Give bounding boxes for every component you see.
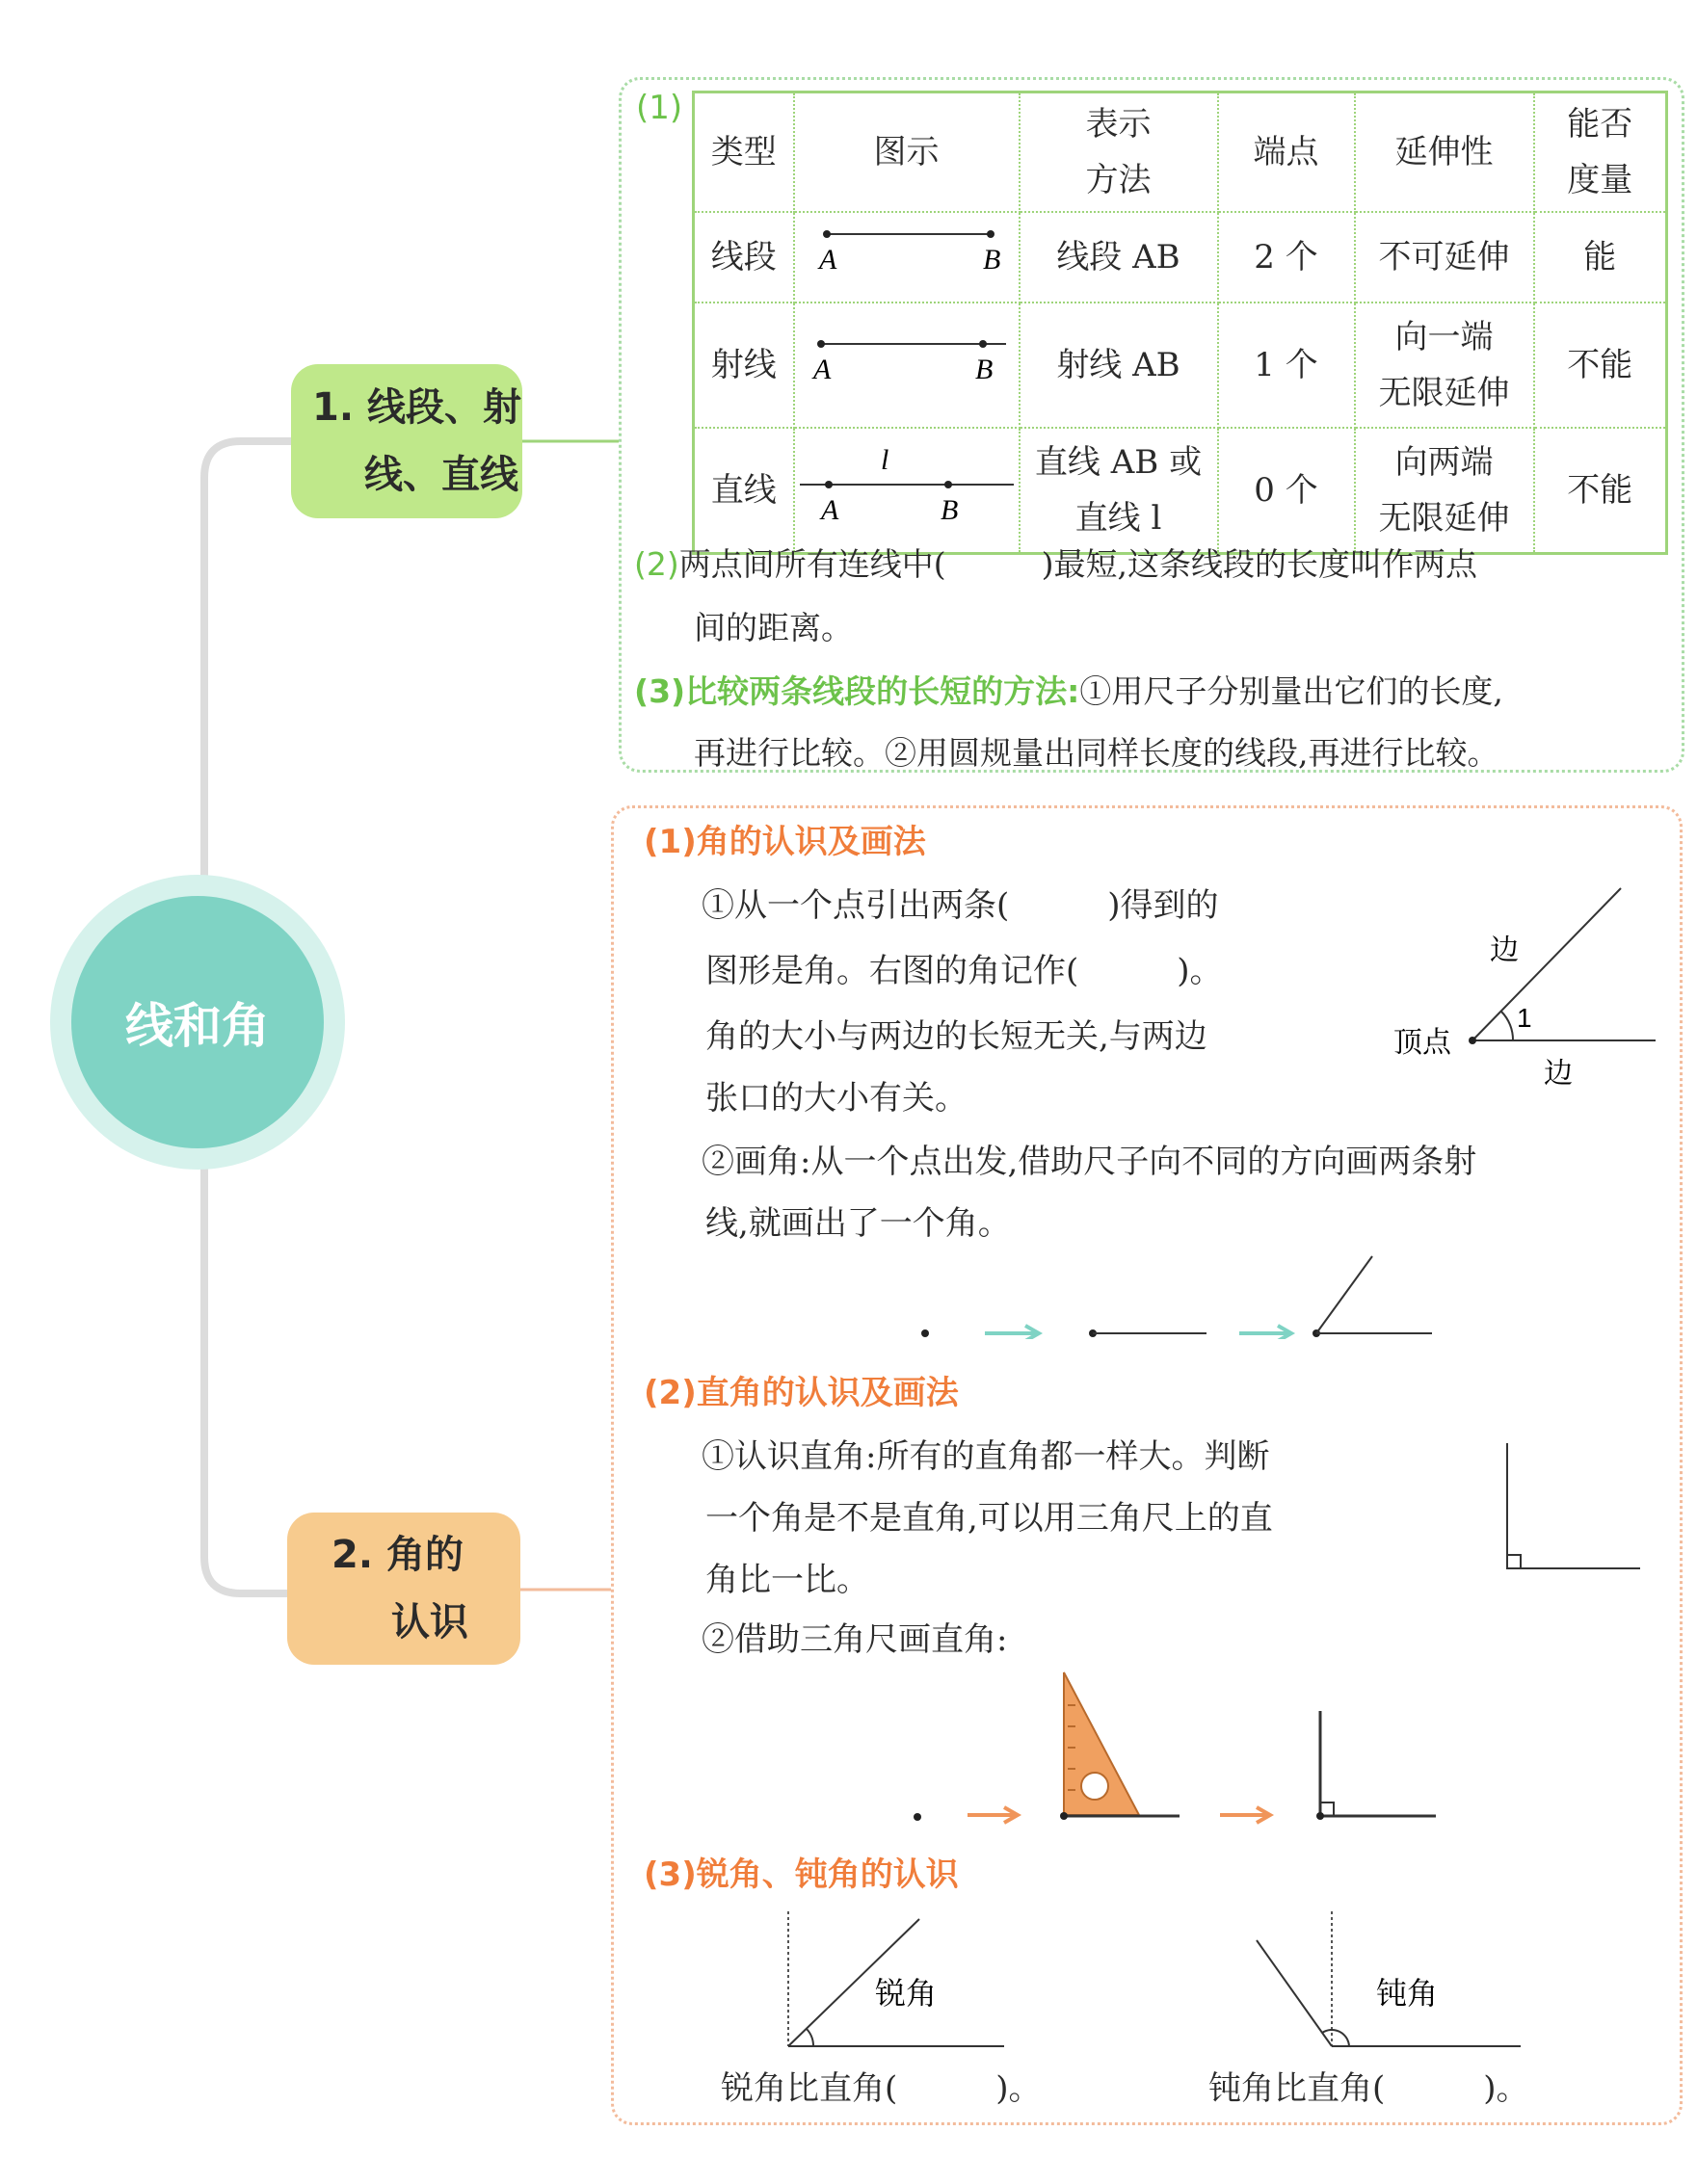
- set-square-icon: [1064, 1672, 1139, 1815]
- right-angle-text-line: 角比一比。: [705, 1561, 869, 1599]
- p3-line1-rest: ①用尺子分别量出它们的长度,: [1079, 672, 1503, 710]
- p3-line2: 再进行比较。②用圆规量出同样长度的线段,再进行比较。: [694, 734, 1499, 772]
- central-topic: [50, 875, 345, 1170]
- obtuse-angle-label: 钝角: [1376, 1975, 1439, 2012]
- angle-text-line: 张口的大小有关。: [705, 1079, 968, 1118]
- arrow-icon: [1239, 1326, 1291, 1339]
- row-measure: 能: [1534, 212, 1667, 303]
- arrow-icon: [985, 1326, 1039, 1339]
- point-a: A: [812, 354, 831, 385]
- row-method-line1: 直线 AB 或: [1034, 443, 1203, 482]
- row-measure: 不能: [1534, 428, 1667, 554]
- row-measure: 不能: [1534, 303, 1667, 428]
- acute-compare-text: 锐角比直角( )。: [721, 2069, 1042, 2108]
- header-measure: [1534, 92, 1667, 213]
- arrow-icon: [968, 1807, 1018, 1823]
- point-a: A: [818, 244, 836, 276]
- row-type: 射线: [694, 303, 794, 428]
- side-label-top: 边: [1490, 934, 1519, 967]
- row-extend-line1: 向一端: [1394, 318, 1494, 356]
- right-angle-text-line: ①认识直角:所有的直角都一样大。判断: [702, 1437, 1270, 1476]
- row-extend: [1355, 428, 1534, 554]
- header-extend: 延伸性: [1355, 92, 1534, 213]
- p2-line2: 间的距离。: [694, 609, 853, 646]
- row-type: 线段: [694, 212, 794, 303]
- table-row: [694, 428, 1667, 554]
- angle-text-line: 图形是角。右图的角记作( )。: [705, 952, 1223, 990]
- branch-angles-label-1: 2. 角的: [331, 1533, 464, 1577]
- draw-angle-steps: [906, 1252, 1445, 1339]
- point-b: B: [982, 244, 1000, 276]
- row-method: [1020, 428, 1218, 554]
- row-extend-line2: 无限延伸: [1378, 374, 1510, 412]
- table-header-row: [694, 92, 1667, 213]
- header-method-line2: 方法: [1085, 161, 1152, 199]
- branch-angles-label-2: 认识: [391, 1600, 468, 1645]
- header-measure-line2: 度量: [1567, 161, 1633, 199]
- row-figure-ray: [794, 303, 1020, 428]
- header-endpoints: 端点: [1218, 92, 1355, 213]
- acute-angle-label: 锐角: [875, 1975, 938, 2012]
- point-b: B: [940, 494, 958, 526]
- draw-right-angle-steps: [906, 1667, 1445, 1830]
- row-extend-line1: 向两端: [1394, 443, 1494, 482]
- compare-method-text: [634, 667, 1503, 712]
- angle-diagram: [1378, 877, 1667, 1098]
- right-angle-diagram: [1494, 1435, 1648, 1580]
- vertex-label: 顶点: [1393, 1026, 1451, 1060]
- right-angle-text-line: 一个角是不是直角,可以用三角尺上的直: [705, 1499, 1273, 1538]
- p2-line1: 两点间所有连线中( )最短,这条线段的长度叫作两点: [678, 545, 1477, 583]
- point-b: B: [974, 354, 993, 385]
- branch-angles: [287, 1513, 520, 1665]
- lines-comparison-table: [692, 91, 1668, 555]
- side-label-bottom: 边: [1544, 1057, 1573, 1091]
- obtuse-compare-text: 钝角比直角( )。: [1208, 2069, 1529, 2108]
- table-row: [694, 303, 1667, 428]
- angle-text-line: 线,就画出了一个角。: [705, 1204, 1011, 1243]
- point-a: A: [820, 494, 838, 526]
- row-endpoints: 1 个: [1218, 303, 1355, 428]
- row-extend-line2: 无限延伸: [1378, 499, 1510, 538]
- row-figure-line: [794, 428, 1020, 554]
- table-row: [694, 212, 1667, 303]
- row-extend: [1355, 303, 1534, 428]
- branch-lines-label-2: 线、直线: [364, 453, 518, 497]
- line-name: l: [880, 444, 888, 476]
- header-figure: 图示: [794, 92, 1020, 213]
- header-measure-line1: 能否: [1567, 105, 1633, 144]
- acute-angle-diagram: [771, 1908, 1021, 2052]
- heading-acute-obtuse: (3)锐角、钝角的认识: [644, 1855, 959, 1894]
- row-extend: 不可延伸: [1355, 212, 1534, 303]
- row-figure-segment: [794, 212, 1020, 303]
- heading-right-angle: (2)直角的认识及画法: [644, 1374, 959, 1412]
- heading-angle-intro: (1)角的认识及画法: [644, 823, 926, 861]
- header-method: [1020, 92, 1218, 213]
- central-topic-title: 线和角: [71, 896, 324, 1148]
- row-method-line2: 直线 l: [1074, 499, 1162, 538]
- branch-lines: [291, 364, 522, 518]
- angle-text-line: ①从一个点引出两条( )得到的: [702, 886, 1219, 925]
- p2-label: (2): [634, 545, 679, 583]
- row-endpoints: 2 个: [1218, 212, 1355, 303]
- angle-text-line: 角的大小与两边的长短无关,与两边: [705, 1017, 1207, 1056]
- row-type: 直线: [694, 428, 794, 554]
- header-type: 类型: [694, 92, 794, 213]
- row-method: 射线 AB: [1020, 303, 1218, 428]
- row-method: 线段 AB: [1020, 212, 1218, 303]
- header-method-line1: 表示: [1085, 105, 1152, 144]
- arrow-icon: [1220, 1807, 1270, 1823]
- table-label: (1): [636, 89, 683, 127]
- angle-number: 1: [1517, 1003, 1532, 1033]
- angle-text-line: ②画角:从一个点出发,借助尺子向不同的方向画两条射: [702, 1143, 1477, 1181]
- p3-label: (3)比较两条线段的长短的方法:: [634, 672, 1080, 710]
- obtuse-angle-diagram: [1243, 1908, 1532, 2052]
- point-distance-text: [634, 539, 1477, 585]
- row-endpoints: 0 个: [1218, 428, 1355, 554]
- branch-lines-label-1: 1. 线段、射: [312, 385, 521, 430]
- right-angle-text-line: ②借助三角尺画直角:: [702, 1620, 1008, 1659]
